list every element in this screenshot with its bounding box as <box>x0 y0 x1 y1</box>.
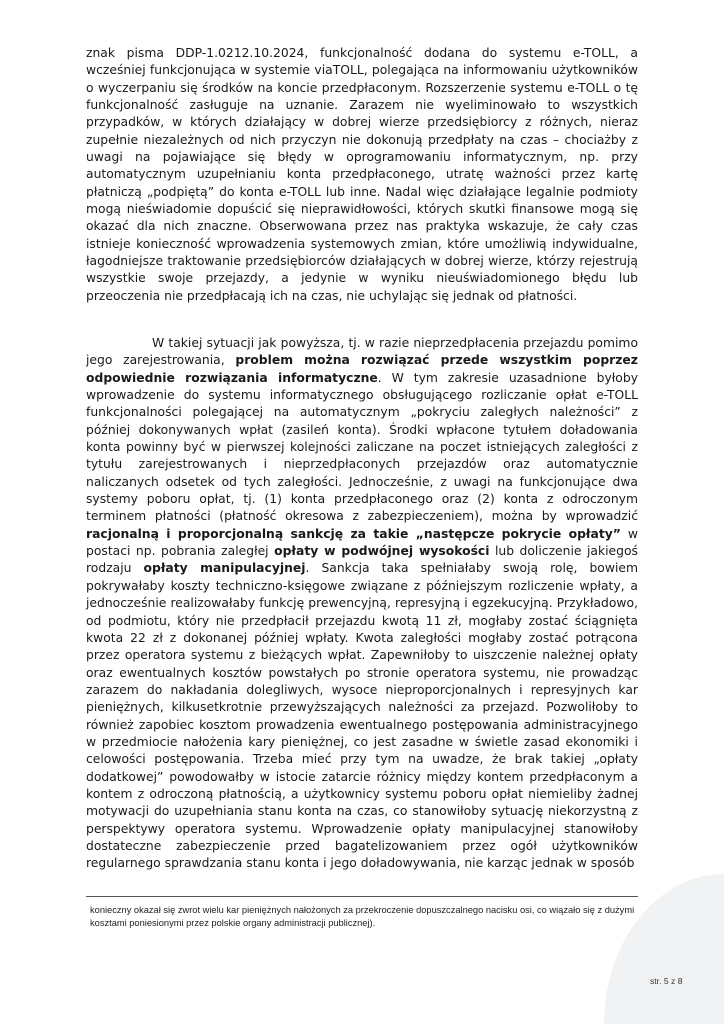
bold-phrase: opłaty w podwójnej wysokości <box>274 544 490 559</box>
text-run: . Sankcja taka spełniałaby swoją rolę, bowiem pokrywałaby koszty techniczno-księgowe związane z późniejszym rozliczenie wpłaty, a jednocześnie realizowałaby funkcję prewencyjną, represyjną i egzekucyjną. Przykładowo, od podmiotu, który nie przedpłacił przejazdu kwotą 11 zł, mogłaby zostać ściągnięta kwota 22 zł z dokonanej później wpłaty. Kwota zaległości mogłaby zostać potrącona przez operatora systemu z bieżących wpłat. Zapewniłoby to uiszczenie należnej opłaty oraz ewentualnych kosztów powstałych po stronie operatora systemu, nie prowadząc zarazem do nakładania dolegliwych, wysoce nieproporcjonalnych i represyjnych kar pieniężnych, kilkusetkrotnie przewyższających należności za przejazd. Pozwoliłoby to również zapobiec kosztom prowadzenia ewentualnego postępowania administracyjnego w przedmiocie nałożenia kary pieniężnej, co jest zasadne w świetle zasad ekonomiki i celowości postępowania. Trzeba mieć przy tym na uwadze, że brak takiej „opłaty dodatkowej” powodowałby w istocie zatarcie różnicy między kontem przedpłaconym a kontem z odroczoną płatnością, a użytkownicy systemu poboru opłat niemieliby żadnej motywacji do uzupełniania stanu konta na czas, co stanowiłoby sytuację niekorzystną z perspektywy operatora systemu. Wprowadzenie opłaty manipulacyjnej stanowiłoby dostateczne zabezpieczenie przed bagatelizowaniem przez ogół użytkowników regularnego sprawdzania stanu konta i jego doładowywania, nie karząc jednak w sposób <box>86 561 638 871</box>
text-run: W takiej sytuacji jak powyższa, tj. w razie nieprzedpłacenia przejazdu pomimo jego zarejestrowania, <box>86 336 638 368</box>
bold-phrase: racjonalną i proporcjonalną sankcję za takie „następcze pokrycie opłaty” <box>86 526 621 541</box>
text-run: w postaci np. pobrania zaległej <box>86 526 638 559</box>
footnote-separator <box>86 896 638 897</box>
page-number: str. 5 z 8 <box>650 976 683 986</box>
text-run: lub doliczenie jakiegoś rodzaju <box>86 544 638 576</box>
text-run: znak pisma DDP-1.0212.10.2024, funkcjonalność dodana do systemu e-TOLL, a wcześniej funkcjonująca w systemie viaTOLL, polegająca na informowaniu użytkowników o wyczerpaniu się środków na koncie przedpłaconym. Rozszerzenie systemu e-TOLL o tę funkcjonalność zasługuje na uznanie. Zarazem nie wyeliminowało to wszystkich przypadków, w których działający w dobrej wierze przedsiębiorcy z różnych, nieraz zupełnie niezależnych od nich przyczyn nie dokonują przedpłaty na czas – chociażby z uwagi na pojawiające się błędy w oprogramowaniu informatycznym, np. przy automatycznym uzupełnianiu konta przedpłaconego, utratę ważności przez kartę płatniczą „podpiętą” do konta e-TOLL lub inne. Nadal więc działające legalnie podmioty mogą nieświadomie dopuścić się nieprawidłowości, których skutki finansowe mogą się okazać dla nich znaczne. Obserwowana przez nas praktyka wskazuje, że cały czas istnieje konieczność wprowadzenia systemowych zmian, które umożliwią indywidualne, łagodniejsze traktowanie przedsiębiorców działających w dobrej wierze, którzy rejestrują wszystkie swoje przejazdy, a jedynie w wyniku nieuświadomionego błędu lub przeoczenia nie przedpłacają ich na czas, nie uchylając się jednak od płatności. <box>86 46 638 303</box>
paragraph-2 <box>86 335 638 873</box>
bold-phrase: problem można rozwiązać przede wszystkim poprzez odpowiednie rozwiązania informatyczne <box>86 353 638 385</box>
footnote-text: konieczny okazał się zwrot wielu kar pieniężnych nałożonych za przekroczenie dopuszczalnego nacisku osi, co wiązało się z dużymi kosztami poniesionymi przez polskie organy administracji publicznej). <box>90 905 635 928</box>
paragraph-1 <box>86 45 638 305</box>
bold-phrase: opłaty manipulacyjnej <box>143 561 306 576</box>
text-run: . W tym zakresie uzasadnione byłoby wprowadzenie do systemu informatycznego obsługującego rozliczanie opłat e-TOLL funkcjonalności polegającej na automatycznym „pokryciu zaległych należności” z później dokonywanych wpłat (zasileń konta). Środki wpłacone tytułem doładowania konta powinny być w pierwszej kolejności zaliczane na poczet istniejących zaległości z tytułu zarejestrowanych i nieprzedpłaconych przejazdów oraz automatycznie naliczanych odsetek od tych zaległości. Jednocześnie, z uwagi na funkcjonujące dwa systemy poboru opłat, tj. (1) konta przedpłaconego oraz (2) konta z odroczonym terminem płatności (płatność okresowa z zabezpieczeniem), można by wprowadzić <box>86 370 638 524</box>
